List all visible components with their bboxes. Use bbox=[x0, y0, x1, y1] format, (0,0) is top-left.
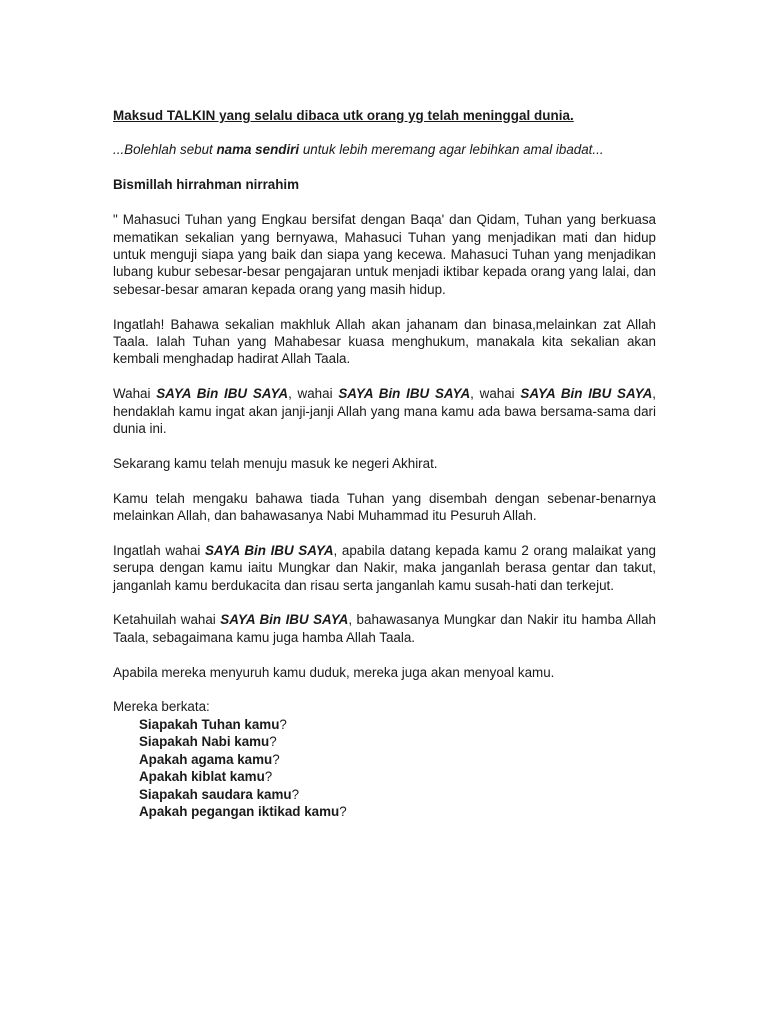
questions-intro: Mereka berkata: bbox=[113, 699, 210, 715]
paragraph-3-text: Wahai bbox=[113, 386, 157, 402]
list-item bbox=[139, 786, 656, 803]
document-page bbox=[113, 107, 656, 820]
question-mark: ? bbox=[269, 734, 277, 750]
bismillah-heading: Bismillah hirrahman nirrahim bbox=[113, 176, 300, 192]
paragraph-3-text: , wahai bbox=[288, 386, 339, 402]
paragraph-3-text: , wahai bbox=[470, 386, 521, 402]
question-mark: ? bbox=[291, 786, 300, 802]
paragraph-6-text: Ingatlah wahai bbox=[113, 542, 205, 558]
question-mark: ? bbox=[272, 751, 280, 767]
placeholder-name: SAYA Bin IBU SAYA bbox=[156, 386, 289, 402]
list-item bbox=[139, 768, 656, 785]
list-item bbox=[139, 733, 656, 750]
paragraph-3 bbox=[113, 385, 656, 437]
list-item bbox=[139, 716, 656, 733]
intro-text-after: untuk lebih meremang agar lebihkan amal ibadat... bbox=[299, 142, 604, 158]
questions-list bbox=[113, 716, 656, 820]
question-mark: ? bbox=[264, 769, 273, 785]
paragraph-1: " Mahasuci Tuhan yang Engkau bersifat dengan Baqa' dan Qidam, Tuhan yang berkuasa mematikan sekalian yang bernyawa, Mahasuci Tuhan yang menjadikan mati dan hidup untuk menguji siapa yang baik dan siapa yang kecewa. Mahasuci Tuhan yang menjadikan lubang kubur sebesar-besar pengajaran untuk menjadi iktibar kepada orang yang lalai, dan sebesar-besar amaran kepada orang yang masih hidup. bbox=[113, 212, 656, 297]
intro-text-before: ...Bolehlah sebut bbox=[113, 142, 217, 158]
paragraph-7-text: , bahawasanya Mungkar dan Nakir itu hamba Allah Taala, sebagaimana kamu juga hamba Allah Taala. bbox=[113, 612, 656, 645]
paragraph-6 bbox=[113, 542, 656, 594]
question-text: Siapakah saudara kamu bbox=[139, 786, 292, 802]
paragraph-8: Apabila mereka menyuruh kamu duduk, mereka juga akan menyoal kamu. bbox=[113, 664, 555, 680]
intro-bold-name: nama sendiri bbox=[216, 142, 300, 158]
paragraph-5: Kamu telah mengaku bahawa tiada Tuhan yang disembah dengan sebenar-benarnya melainkan Allah, dan bahawasanya Nabi Muhammad itu Pesuruh Allah. bbox=[113, 490, 656, 524]
paragraph-3-text: , hendaklah kamu ingat akan janji-janji Allah yang mana kamu ada bawa bersama-sama dari dunia ini. bbox=[113, 386, 656, 437]
paragraph-4: Sekarang kamu telah menuju masuk ke negeri Akhirat. bbox=[113, 455, 438, 471]
question-mark: ? bbox=[279, 716, 287, 732]
paragraph-2: Ingatlah! Bahawa sekalian makhluk Allah akan jahanam dan binasa,melainkan zat Allah Taala. Ialah Tuhan yang Mahabesar kuasa menghukum, manakala kita sekalian akan kembali menghadap hadirat Allah Taala. bbox=[113, 316, 656, 367]
document-title: Maksud TALKIN yang selalu dibaca utk orang yg telah meninggal dunia. bbox=[113, 108, 574, 123]
question-text: Apakah kiblat kamu bbox=[139, 769, 265, 785]
paragraph-6-text: , apabila datang kepada kamu 2 orang malaikat yang serupa dengan kamu iaitu Mungkar dan Nakir, maka janganlah berasa gentar dan takut, janganlah kamu berdukacita dan risau serta janganlah kamu susah-hati dan terkejut. bbox=[113, 542, 656, 593]
placeholder-name: SAYA Bin IBU SAYA bbox=[338, 386, 471, 402]
question-text: Siapakah Tuhan kamu bbox=[139, 716, 280, 732]
placeholder-name: SAYA Bin IBU SAYA bbox=[220, 612, 349, 628]
intro-note bbox=[113, 141, 656, 158]
paragraph-7 bbox=[113, 611, 656, 646]
list-item bbox=[139, 751, 656, 768]
placeholder-name: SAYA Bin IBU SAYA bbox=[204, 542, 334, 558]
paragraph-7-text: Ketahuilah wahai bbox=[113, 612, 221, 628]
question-text: Apakah pegangan iktikad kamu bbox=[139, 803, 340, 819]
question-text: Siapakah Nabi kamu bbox=[139, 734, 270, 750]
placeholder-name: SAYA Bin IBU SAYA bbox=[520, 386, 653, 402]
list-item bbox=[139, 803, 656, 820]
question-mark: ? bbox=[339, 803, 347, 819]
question-text: Apakah agama kamu bbox=[139, 751, 273, 767]
